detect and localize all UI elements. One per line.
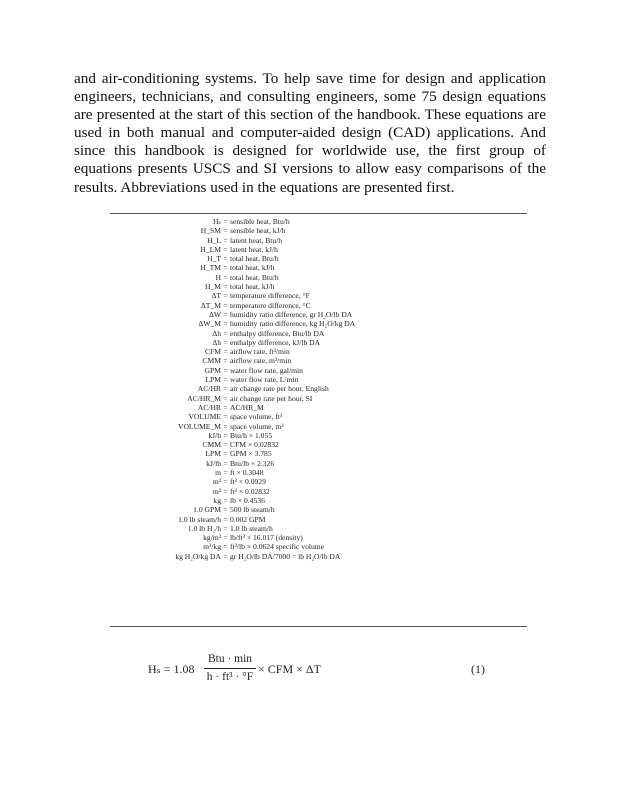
definition-meaning: space volume, m³ bbox=[230, 421, 284, 431]
equals-sign: = bbox=[223, 291, 228, 301]
definition-meaning: enthalpy difference, Btu/lb DA bbox=[230, 328, 325, 338]
definition-row bbox=[110, 459, 527, 468]
definition-row bbox=[110, 226, 527, 235]
equals-sign: = bbox=[223, 384, 228, 394]
definition-row bbox=[110, 366, 527, 375]
equals-sign: = bbox=[223, 393, 228, 403]
equals-sign: = bbox=[223, 328, 228, 338]
definition-row bbox=[110, 254, 527, 263]
definition-term: ΔW bbox=[208, 309, 221, 319]
definition-row bbox=[110, 431, 527, 440]
definition-row bbox=[110, 394, 527, 403]
definition-meaning: latent heat, Btu/h bbox=[230, 235, 283, 245]
equation-1 bbox=[148, 652, 488, 686]
definition-row bbox=[110, 319, 527, 328]
definition-row bbox=[110, 496, 527, 505]
definition-meaning: AC/HR_M bbox=[230, 402, 264, 412]
definition-term: m bbox=[215, 468, 221, 478]
equals-sign: = bbox=[223, 412, 228, 422]
definition-term: kg/m³ bbox=[203, 533, 221, 543]
equals-sign: = bbox=[223, 347, 228, 357]
definition-row bbox=[110, 449, 527, 458]
definition-row bbox=[110, 236, 527, 245]
paragraph-line: are presented at the start of this section of the handbook. These equations are bbox=[74, 106, 546, 124]
equals-sign: = bbox=[223, 319, 228, 329]
definition-row bbox=[110, 505, 527, 514]
definition-row bbox=[110, 412, 527, 421]
equals-sign: = bbox=[223, 254, 228, 264]
definition-term: H_TM bbox=[200, 263, 221, 273]
definition-term: kJ/lb bbox=[206, 458, 221, 468]
body-paragraph bbox=[74, 70, 546, 197]
definition-meaning: total heat, kJ/h bbox=[230, 263, 275, 273]
definition-row bbox=[110, 403, 527, 412]
definition-term: LPM bbox=[205, 375, 221, 385]
definition-term: ΔT_M bbox=[200, 300, 221, 310]
definition-row bbox=[110, 468, 527, 477]
paragraph-line: engineers, technicians, and consulting engineers, some 75 design equations bbox=[74, 88, 546, 106]
equation-lhs: Hₛ = 1.08 bbox=[148, 662, 195, 676]
definition-term: AC/HR bbox=[197, 402, 221, 412]
definition-term: Δh bbox=[212, 337, 221, 347]
definition-term: CMM bbox=[202, 440, 221, 450]
equals-sign: = bbox=[223, 402, 228, 412]
definition-meaning: air change rate per hour, English bbox=[230, 384, 329, 394]
definition-term: GPM bbox=[204, 365, 221, 375]
equals-sign: = bbox=[223, 244, 228, 254]
equals-sign: = bbox=[223, 505, 228, 515]
definition-row bbox=[110, 375, 527, 384]
definition-row bbox=[110, 542, 527, 551]
equals-sign: = bbox=[223, 458, 228, 468]
definition-term: H bbox=[215, 272, 221, 282]
definition-term: m³ bbox=[212, 486, 221, 496]
equals-sign: = bbox=[223, 421, 228, 431]
definitions-list bbox=[110, 217, 527, 561]
equals-sign: = bbox=[223, 282, 228, 292]
definition-meaning: humidity ratio difference, gr H₂O/lb DA bbox=[230, 309, 353, 319]
definition-meaning: airflow rate, ft³/min bbox=[230, 347, 290, 357]
fraction-bar bbox=[204, 668, 256, 669]
definition-meaning: humidity ratio difference, kg H₂O/kg DA bbox=[230, 319, 356, 329]
definition-row bbox=[110, 422, 527, 431]
paragraph-line: used in both manual and computer-aided design (CAD) applications. And bbox=[74, 124, 546, 142]
definition-row bbox=[110, 515, 527, 524]
definition-meaning: Btu/h × 1.055 bbox=[230, 430, 273, 440]
definition-meaning: air change rate per hour, SI bbox=[230, 393, 313, 403]
equals-sign: = bbox=[223, 375, 228, 385]
definition-meaning: CFM × 0.02832 bbox=[230, 440, 279, 450]
paragraph-line: and air-conditioning systems. To help save time for design and application bbox=[74, 70, 546, 87]
definition-meaning: sensible heat, Btu/h bbox=[230, 217, 290, 226]
definition-row bbox=[110, 282, 527, 291]
definition-term: 1.0 lb H₂/h bbox=[187, 523, 221, 533]
definition-row bbox=[110, 347, 527, 356]
equals-sign: = bbox=[223, 477, 228, 487]
definition-meaning: gr H₂O/lb DA/7000 = lb H₂O/lb DA bbox=[230, 551, 341, 561]
equals-sign: = bbox=[223, 300, 228, 310]
definition-term: LPM bbox=[205, 449, 221, 459]
definition-term: H_T bbox=[207, 254, 221, 264]
definition-term: VOLUME bbox=[188, 412, 221, 422]
definition-meaning: total heat, Btu/h bbox=[230, 254, 279, 264]
equals-sign: = bbox=[223, 542, 228, 552]
definition-meaning: 1.0 lb steam/h bbox=[230, 523, 273, 533]
paragraph-line: since this handbook is designed for worldwide use, the first group of bbox=[74, 142, 546, 160]
equals-sign: = bbox=[223, 356, 228, 366]
definition-term: ΔW_M bbox=[198, 319, 221, 329]
definition-meaning: latent heat, kJ/h bbox=[230, 244, 278, 254]
equals-sign: = bbox=[223, 235, 228, 245]
equals-sign: = bbox=[223, 217, 228, 226]
equals-sign: = bbox=[223, 514, 228, 524]
equals-sign: = bbox=[223, 309, 228, 319]
definition-term: m³/kg bbox=[203, 542, 221, 552]
definition-meaning: enthalpy difference, kJ/lb DA bbox=[230, 337, 321, 347]
definition-row bbox=[110, 477, 527, 486]
equals-sign: = bbox=[223, 551, 228, 561]
definition-row bbox=[110, 245, 527, 254]
equals-sign: = bbox=[223, 533, 228, 543]
definition-term: H_SM bbox=[200, 226, 221, 236]
definition-term: kJ/h bbox=[208, 430, 221, 440]
definition-meaning: ft² × 0.0929 bbox=[230, 477, 266, 487]
definition-term: kg H₂O/kg DA bbox=[175, 551, 221, 561]
definition-term: 1.0 GPM bbox=[193, 505, 221, 515]
definition-row bbox=[110, 552, 527, 561]
definition-term: 1.0 lb steam/h bbox=[178, 514, 221, 524]
equals-sign: = bbox=[223, 486, 228, 496]
equation-tail: × CFM × ΔT bbox=[258, 662, 321, 676]
definition-term: Δh bbox=[212, 328, 221, 338]
definition-meaning: Btu/lb × 2.326 bbox=[230, 458, 275, 468]
equals-sign: = bbox=[223, 430, 228, 440]
definition-meaning: water flow rate, L/min bbox=[230, 375, 299, 385]
equation-number: (1) bbox=[471, 662, 485, 676]
definition-row bbox=[110, 301, 527, 310]
abbreviations-figure bbox=[110, 213, 527, 627]
definition-row bbox=[110, 338, 527, 347]
definition-row bbox=[110, 487, 527, 496]
definition-term: CMM bbox=[202, 356, 221, 366]
fraction-denominator: h · ft³ · °F bbox=[206, 671, 254, 683]
definition-row bbox=[110, 291, 527, 300]
definition-row bbox=[110, 533, 527, 542]
definition-meaning: temperature difference, °F bbox=[230, 291, 310, 301]
definition-term: H_M bbox=[204, 282, 221, 292]
definition-term: VOLUME_M bbox=[177, 421, 221, 431]
definition-meaning: airflow rate, m³/min bbox=[230, 356, 292, 366]
definition-row bbox=[110, 273, 527, 282]
definition-term: m² bbox=[212, 477, 221, 487]
definition-term: ΔT bbox=[211, 291, 221, 301]
fraction-numerator: Btu · min bbox=[207, 653, 253, 665]
definition-term: AC/HR bbox=[197, 384, 221, 394]
definition-meaning: water flow rate, gal/min bbox=[230, 365, 303, 375]
definition-meaning: 0.002 GPM bbox=[230, 514, 266, 524]
definition-row bbox=[110, 440, 527, 449]
equals-sign: = bbox=[223, 449, 228, 459]
definition-row bbox=[110, 356, 527, 365]
definition-meaning: total heat, kJ/h bbox=[230, 282, 275, 292]
figure-bottom-rule bbox=[110, 626, 527, 627]
definition-meaning: temperature difference, °C bbox=[230, 300, 311, 310]
equals-sign: = bbox=[223, 226, 228, 236]
definition-meaning: ft × 0.3048 bbox=[230, 468, 264, 478]
definition-meaning: ft³/lb × 0.0624 specific volume bbox=[230, 542, 325, 552]
definition-term: Hₛ bbox=[212, 217, 221, 226]
equals-sign: = bbox=[223, 523, 228, 533]
definition-term: H_L bbox=[207, 235, 221, 245]
equals-sign: = bbox=[223, 263, 228, 273]
definition-row bbox=[110, 263, 527, 272]
definition-row bbox=[110, 524, 527, 533]
paragraph-line: equations presents USCS and SI versions to allow easy comparisons of the bbox=[74, 160, 546, 178]
equals-sign: = bbox=[223, 440, 228, 450]
paragraph-line: results. Abbreviations used in the equations are presented first. bbox=[74, 178, 455, 196]
definition-meaning: lb/ft³ × 16.017 (density) bbox=[230, 533, 303, 543]
definition-row bbox=[110, 329, 527, 338]
definition-term: kg bbox=[213, 495, 221, 505]
definition-term: H_LM bbox=[200, 244, 221, 254]
definition-row bbox=[110, 310, 527, 319]
definition-row bbox=[110, 217, 527, 226]
equals-sign: = bbox=[223, 365, 228, 375]
definition-meaning: ft³ × 0.02832 bbox=[230, 486, 270, 496]
equation-fraction bbox=[204, 653, 256, 684]
definition-meaning: GPM × 3.785 bbox=[230, 449, 272, 459]
definition-meaning: space volume, ft³ bbox=[230, 412, 283, 422]
definition-row bbox=[110, 384, 527, 393]
definition-meaning: lb × 0.4536 bbox=[230, 495, 265, 505]
definition-term: CFM bbox=[204, 347, 221, 357]
definition-meaning: 500 lb steam/h bbox=[230, 505, 275, 515]
equals-sign: = bbox=[223, 272, 228, 282]
equals-sign: = bbox=[223, 337, 228, 347]
figure-top-rule bbox=[110, 213, 527, 214]
definition-term: AC/HR_M bbox=[187, 393, 221, 403]
equals-sign: = bbox=[223, 468, 228, 478]
definition-meaning: sensible heat, kJ/h bbox=[230, 226, 286, 236]
definition-meaning: total heat, Btu/h bbox=[230, 272, 279, 282]
equals-sign: = bbox=[223, 495, 228, 505]
